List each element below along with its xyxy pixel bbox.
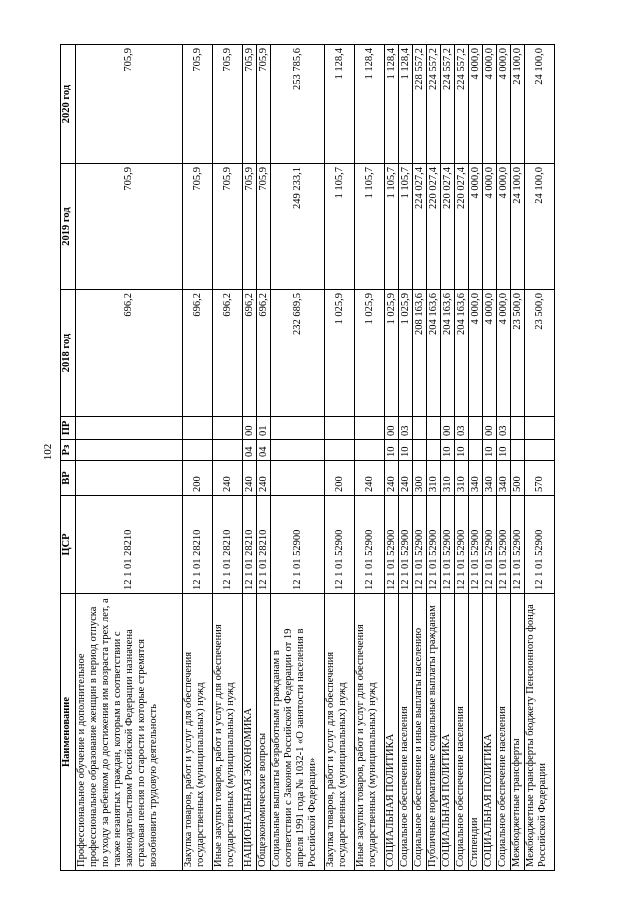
cell-y2018: 1 025,9 [399, 290, 413, 417]
cell-rz [511, 440, 525, 461]
header-name: Наименование [61, 594, 76, 871]
cell-y2020: 224 557,2 [427, 45, 441, 164]
cell-y2019: 1 105,7 [325, 164, 355, 290]
cell-y2020: 1 128,4 [355, 45, 385, 164]
cell-rz: 10 [441, 440, 455, 461]
cell-y2019: 705,9 [76, 164, 183, 290]
cell-pr: 03 [497, 417, 511, 440]
cell-name: СОЦИАЛЬНАЯ ПОЛИТИКА [483, 594, 497, 871]
cell-rz: 10 [399, 440, 413, 461]
cell-rz: 04 [243, 440, 257, 461]
cell-name: Межбюджетные трансферты бюджету Пенсионного фонда Российской Федерации [525, 594, 555, 871]
header-2020: 2020 год [61, 45, 76, 164]
cell-vr: 570 [525, 461, 555, 496]
cell-y2020: 228 557,2 [413, 45, 427, 164]
cell-vr: 310 [441, 461, 455, 496]
cell-y2020: 705,9 [213, 45, 243, 164]
cell-y2018: 696,2 [257, 290, 271, 417]
cell-rz [325, 440, 355, 461]
cell-y2019: 705,9 [183, 164, 213, 290]
cell-csr: 12 1 01 52900 [399, 496, 413, 594]
cell-y2019: 1 105,7 [385, 164, 399, 290]
cell-y2019: 24 100,0 [525, 164, 555, 290]
cell-rz [469, 440, 483, 461]
cell-y2020: 24 100,0 [511, 45, 525, 164]
cell-rz: 10 [497, 440, 511, 461]
cell-rz [427, 440, 441, 461]
table-row [455, 45, 469, 871]
cell-vr: 200 [325, 461, 355, 496]
cell-rz [213, 440, 243, 461]
header-rz: Рз [61, 440, 76, 461]
cell-vr: 240 [385, 461, 399, 496]
header-vr: ВР [61, 461, 76, 496]
table-row [441, 45, 455, 871]
cell-y2018: 4 000,0 [497, 290, 511, 417]
cell-pr [183, 417, 213, 440]
cell-pr [325, 417, 355, 440]
table-row [427, 45, 441, 871]
cell-y2019: 1 105,7 [399, 164, 413, 290]
cell-name: Социальное обеспечение и иные выплаты населению [413, 594, 427, 871]
cell-y2018: 204 163,6 [455, 290, 469, 417]
cell-y2018: 1 025,9 [325, 290, 355, 417]
cell-y2020: 224 557,2 [455, 45, 469, 164]
page-number: 102 [42, 443, 54, 461]
table-header-row [61, 45, 76, 871]
cell-name: Стипендии [469, 594, 483, 871]
cell-csr: 12 1 01 28210 [76, 496, 183, 594]
cell-y2020: 24 100,0 [525, 45, 555, 164]
cell-y2020: 1 128,4 [399, 45, 413, 164]
cell-csr: 12 1 01 52900 [355, 496, 385, 594]
cell-csr: 12 1 01 52900 [385, 496, 399, 594]
table-row [399, 45, 413, 871]
cell-vr: 310 [455, 461, 469, 496]
cell-pr [413, 417, 427, 440]
cell-pr: 03 [399, 417, 413, 440]
budget-table [60, 44, 555, 871]
cell-vr: 240 [213, 461, 243, 496]
cell-y2018: 4 000,0 [469, 290, 483, 417]
cell-vr [76, 461, 183, 496]
cell-y2020: 253 785,6 [271, 45, 325, 164]
cell-y2018: 23 500,0 [525, 290, 555, 417]
cell-name: Профессиональное обучение и дополнительное профессиональное образование женщин в период отпуска по уходу за ребенком до достижения им возраста трех лет, а также незанятых граждан, которым в соответствии с законодательством Российской Федерации назначена страховая пенсия по старости и которые стремятся возобновить трудовую деятельность [76, 594, 183, 871]
cell-name: Иные закупки товаров, работ и услуг для обеспечения государственных (муниципальных) нужд [355, 594, 385, 871]
cell-y2019: 4 000,0 [469, 164, 483, 290]
cell-y2020: 1 128,4 [325, 45, 355, 164]
cell-rz [355, 440, 385, 461]
table-row [483, 45, 497, 871]
cell-csr: 12 1 01 52900 [271, 496, 325, 594]
cell-y2019: 249 233,1 [271, 164, 325, 290]
cell-y2019: 224 027,4 [413, 164, 427, 290]
cell-csr: 12 1 01 52900 [511, 496, 525, 594]
cell-y2020: 705,9 [183, 45, 213, 164]
cell-y2019: 1 105,7 [355, 164, 385, 290]
cell-y2019: 705,9 [257, 164, 271, 290]
cell-pr [213, 417, 243, 440]
cell-y2018: 1 025,9 [355, 290, 385, 417]
cell-csr: 12 1 01 52900 [427, 496, 441, 594]
cell-pr: 01 [257, 417, 271, 440]
cell-pr [271, 417, 325, 440]
cell-csr: 12 1 01 52900 [525, 496, 555, 594]
cell-y2020: 4 000,0 [469, 45, 483, 164]
cell-rz: 10 [483, 440, 497, 461]
cell-y2018: 23 500,0 [511, 290, 525, 417]
cell-name: Публичные нормативные социальные выплаты гражданам [427, 594, 441, 871]
cell-y2020: 4 000,0 [483, 45, 497, 164]
cell-name: Социальное обеспечение населения [399, 594, 413, 871]
cell-csr: 12 1 01 28210 [213, 496, 243, 594]
cell-y2018: 696,2 [213, 290, 243, 417]
cell-vr: 340 [497, 461, 511, 496]
cell-name: СОЦИАЛЬНАЯ ПОЛИТИКА [385, 594, 399, 871]
cell-rz: 10 [455, 440, 469, 461]
cell-name: СОЦИАЛЬНАЯ ПОЛИТИКА [441, 594, 455, 871]
cell-rz [525, 440, 555, 461]
cell-vr: 240 [243, 461, 257, 496]
cell-y2020: 1 128,4 [385, 45, 399, 164]
table-row [385, 45, 399, 871]
cell-name: Социальное обеспечение населения [455, 594, 469, 871]
cell-y2019: 220 027,4 [441, 164, 455, 290]
header-2018: 2018 год [61, 290, 76, 417]
table-row [511, 45, 525, 871]
cell-csr: 12 1 01 52900 [455, 496, 469, 594]
cell-name: Межбюджетные трансферты [511, 594, 525, 871]
table-row [76, 45, 183, 871]
table-row [413, 45, 427, 871]
cell-name: Социальные выплаты безработным гражданам в соответствии с Законом Российской Федерации от 19 апреля 1991 года № 1032-1 «О занятости населения в Российской Федерации» [271, 594, 325, 871]
cell-pr [76, 417, 183, 440]
cell-vr: 310 [427, 461, 441, 496]
cell-name: Иные закупки товаров, работ и услуг для обеспечения государственных (муниципальных) нужд [213, 594, 243, 871]
cell-vr: 240 [355, 461, 385, 496]
table-row [257, 45, 271, 871]
cell-y2020: 4 000,0 [497, 45, 511, 164]
cell-csr: 12 1 01 52900 [413, 496, 427, 594]
table-row [469, 45, 483, 871]
cell-vr: 300 [413, 461, 427, 496]
cell-y2018: 696,2 [76, 290, 183, 417]
cell-pr: 00 [441, 417, 455, 440]
header-csr: ЦСР [61, 496, 76, 594]
cell-y2019: 4 000,0 [497, 164, 511, 290]
table-row [213, 45, 243, 871]
cell-rz [76, 440, 183, 461]
cell-y2019: 705,9 [213, 164, 243, 290]
cell-vr: 340 [483, 461, 497, 496]
cell-rz: 04 [257, 440, 271, 461]
cell-pr: 00 [385, 417, 399, 440]
cell-y2018: 696,2 [183, 290, 213, 417]
cell-csr: 12 1 01 28210 [243, 496, 257, 594]
cell-vr: 240 [399, 461, 413, 496]
cell-csr: 12 1 01 28210 [257, 496, 271, 594]
cell-y2018: 204 163,6 [427, 290, 441, 417]
header-2019: 2019 год [61, 164, 76, 290]
cell-csr: 12 1 01 52900 [483, 496, 497, 594]
cell-y2020: 224 557,2 [441, 45, 455, 164]
cell-pr [469, 417, 483, 440]
cell-y2018: 4 000,0 [483, 290, 497, 417]
cell-y2018: 1 025,9 [385, 290, 399, 417]
cell-y2020: 705,9 [257, 45, 271, 164]
cell-pr: 00 [243, 417, 257, 440]
cell-name: Общеэкономические вопросы [257, 594, 271, 871]
cell-csr: 12 1 01 52900 [325, 496, 355, 594]
cell-rz: 10 [385, 440, 399, 461]
cell-y2020: 705,9 [243, 45, 257, 164]
cell-name: НАЦИОНАЛЬНАЯ ЭКОНОМИКА [243, 594, 257, 871]
cell-rz [413, 440, 427, 461]
table-row [271, 45, 325, 871]
cell-y2020: 705,9 [76, 45, 183, 164]
table-row [183, 45, 213, 871]
cell-name: Закупка товаров, работ и услуг для обеспечения государственных (муниципальных) нужд [183, 594, 213, 871]
cell-csr: 12 1 01 28210 [183, 496, 213, 594]
cell-csr: 12 1 01 52900 [497, 496, 511, 594]
cell-name: Социальное обеспечение населения [497, 594, 511, 871]
cell-y2019: 220 027,4 [427, 164, 441, 290]
table-row [497, 45, 511, 871]
cell-name: Закупка товаров, работ и услуг для обеспечения государственных (муниципальных) нужд [325, 594, 355, 871]
table-row [525, 45, 555, 871]
cell-vr: 340 [469, 461, 483, 496]
cell-pr [355, 417, 385, 440]
cell-rz [271, 440, 325, 461]
cell-csr: 12 1 01 52900 [469, 496, 483, 594]
cell-y2018: 696,2 [243, 290, 257, 417]
table-row [243, 45, 257, 871]
header-pr: ПР [61, 417, 76, 440]
cell-pr: 03 [455, 417, 469, 440]
cell-y2018: 208 163,6 [413, 290, 427, 417]
cell-y2019: 4 000,0 [483, 164, 497, 290]
cell-y2018: 204 163,6 [441, 290, 455, 417]
cell-vr: 200 [183, 461, 213, 496]
cell-y2019: 220 027,4 [455, 164, 469, 290]
cell-csr: 12 1 01 52900 [441, 496, 455, 594]
cell-y2018: 232 689,5 [271, 290, 325, 417]
cell-vr [271, 461, 325, 496]
cell-pr: 00 [483, 417, 497, 440]
cell-vr: 500 [511, 461, 525, 496]
table-body [76, 45, 555, 871]
rotated-page [60, 45, 586, 871]
cell-pr [511, 417, 525, 440]
table-row [355, 45, 385, 871]
cell-rz [183, 440, 213, 461]
cell-y2019: 24 100,0 [511, 164, 525, 290]
cell-vr: 240 [257, 461, 271, 496]
table-row [325, 45, 355, 871]
cell-pr [427, 417, 441, 440]
cell-y2019: 705,9 [243, 164, 257, 290]
cell-pr [525, 417, 555, 440]
